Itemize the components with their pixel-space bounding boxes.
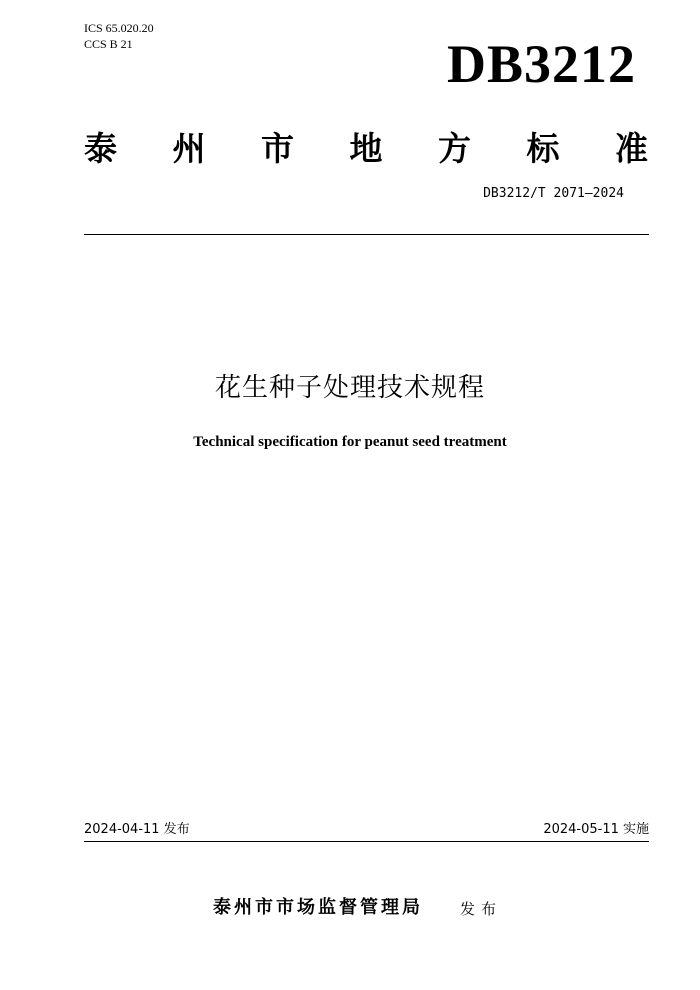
local-standard-char: 市 xyxy=(261,129,294,168)
bottom-divider xyxy=(84,841,649,842)
issue-date: 2024-04-11 发布 xyxy=(84,822,190,837)
local-standard-char: 地 xyxy=(349,129,383,168)
local-standard-char: 准 xyxy=(615,129,648,168)
local-standard-char: 州 xyxy=(172,129,206,168)
publish-label: 发布 xyxy=(460,900,503,918)
standard-number: DB3212/T 2071—2024 xyxy=(483,186,624,201)
document-title-chinese: 花生种子处理技术规程 xyxy=(214,373,485,403)
local-standard-char: 泰 xyxy=(84,129,117,168)
local-standard-char: 标 xyxy=(526,129,560,168)
document-title-english: Technical specification for peanut seed treatment xyxy=(193,434,507,450)
ics-code: ICS 65.020.20 xyxy=(84,21,154,35)
implementation-date: 2024-05-11 实施 xyxy=(543,822,649,837)
ccs-code: CCS B 21 xyxy=(84,37,133,51)
top-divider xyxy=(84,234,649,235)
local-standard-char: 方 xyxy=(438,129,471,168)
standard-code: DB3212 xyxy=(446,34,636,94)
publisher-name: 泰州市市场监督管理局 xyxy=(213,897,423,918)
local-standard-title xyxy=(84,128,648,170)
